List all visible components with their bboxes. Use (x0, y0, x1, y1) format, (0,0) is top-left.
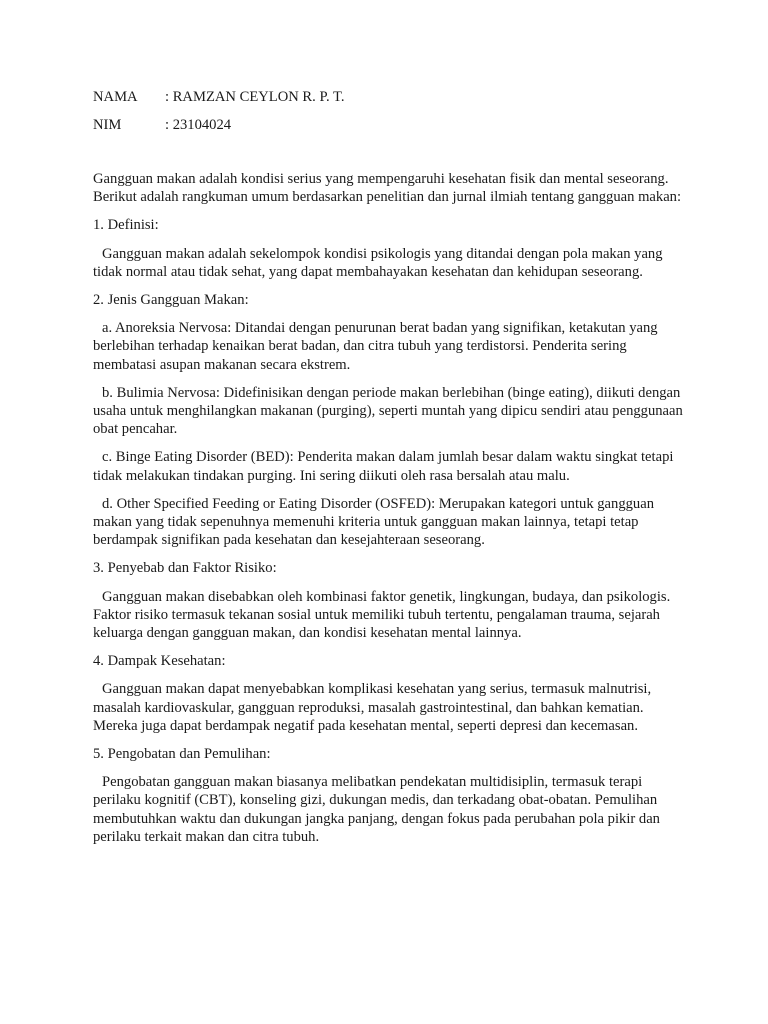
type-item-osfed: d. Other Specified Feeding or Eating Disorder (OSFED): Merupakan kategori untuk gangguan makan yang tidak sepenuhnya memenuhi kriteria untuk gangguan makan lainnya, tetapi tetap berdampak signifikan pada kesehatan dan kesejahteraan seseorang. (93, 495, 654, 549)
definition-paragraph: Gangguan makan adalah sekelompok kondisi psikologis yang ditandai dengan pola makan yang tidak normal atau tidak sehat, yang dapat membahayakan kesehatan dan kehidupan seseorang. (93, 245, 663, 280)
health-impact-paragraph: Gangguan makan dapat menyebabkan komplikasi kesehatan yang serius, termasuk malnutrisi, masalah kardiovaskular, gangguan reproduksi, masalah gastrointestinal, dan bahkan kematian. Mereka juga dapat berdampak negatif pada kesehatan mental, seperti depresi dan kecemasan. (93, 681, 652, 734)
intro-paragraph: Gangguan makan adalah kondisi serius yang mempengaruhi kesehatan fisik dan mental seseorang. Berikut adalah rangkuman umum berdasarkan penelitian dan jurnal ilmiah tentang gangguan makan: (93, 171, 682, 206)
section-heading-types: 2. Jenis Gangguan Makan: (93, 292, 249, 309)
name-value: : RAMZAN CEYLON R. P. T. (165, 89, 345, 105)
section-heading-definition: 1. Definisi: (93, 217, 159, 234)
treatment-paragraph: Pengobatan gangguan makan biasanya melibatkan pendekatan multidisiplin, termasuk terapi perilaku kognitif (CBT), konseling gizi, dukungan medis, dan terkadang obat-obatan. Pemulihan membutuhkan waktu dan dukungan jangka panjang, dengan fokus pada perubahan pola pikir dan perilaku terkait makan dan citra tubuh. (93, 774, 660, 845)
section-heading-causes: 3. Penyebab dan Faktor Risiko: (93, 560, 277, 577)
type-item-bulimia: b. Bulimia Nervosa: Didefinisikan dengan periode makan berlebihan (binge eating), diikuti dengan usaha untuk menghilangkan makanan (purging), seperti muntah yang dipicu sendiri atau penggunaan obat pencahar. (93, 384, 683, 438)
section-heading-health-impact: 4. Dampak Kesehatan: (93, 653, 226, 670)
student-name-row (93, 88, 344, 106)
name-label: NAMA (93, 89, 138, 105)
section-heading-treatment: 5. Pengobatan dan Pemulihan: (93, 746, 271, 763)
student-id-value: : 23104024 (165, 117, 232, 133)
type-item-binge-eating: c. Binge Eating Disorder (BED): Penderita makan dalam jumlah besar dalam waktu singkat tetapi tidak melakukan tindakan purging. Ini sering diikuti oleh rasa bersalah atau malu. (93, 449, 674, 484)
document-body (93, 170, 683, 856)
causes-paragraph: Gangguan makan disebabkan oleh kombinasi faktor genetik, lingkungan, budaya, dan psikologis. Faktor risiko termasuk tekanan sosial untuk memiliki tubuh tertentu, pengalaman trauma, sejarah keluarga dengan gangguan makan, dan kondisi kesehatan mental lainnya. (93, 588, 671, 642)
student-id-row (93, 116, 231, 134)
student-id-label: NIM (93, 117, 122, 133)
type-item-anorexia: a. Anoreksia Nervosa: Ditandai dengan penurunan berat badan yang signifikan, ketakutan yang berlebihan terhadap kenaikan berat badan, dan citra tubuh yang terdistorsi. Penderita sering membatasi asupan makanan secara ekstrem. (93, 320, 658, 373)
